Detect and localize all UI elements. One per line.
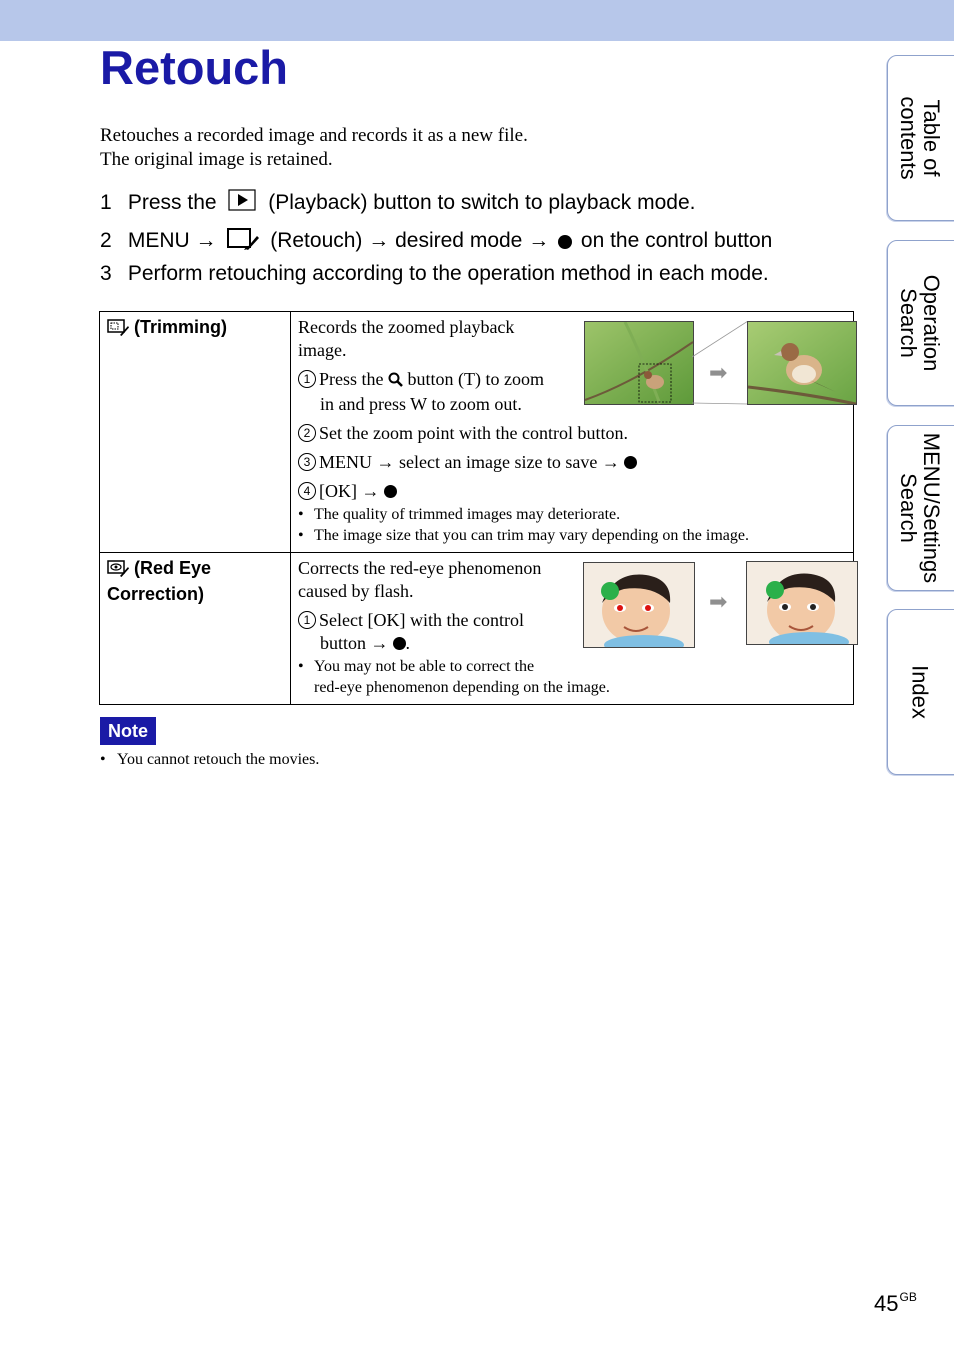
instruction-text: . — [405, 633, 411, 653]
mode-name: (Red Eye — [134, 558, 212, 578]
instruction-text: MENU → select an image size to save → — [319, 452, 620, 472]
tab-operation-search[interactable] — [887, 240, 954, 406]
zoom-icon — [388, 370, 403, 393]
step-number: 1 — [100, 191, 112, 215]
table-row — [100, 312, 854, 553]
instruction-1 — [298, 368, 563, 393]
child-image-after — [746, 561, 858, 645]
step-circle: 1 — [298, 370, 316, 388]
control-button-dot-icon — [558, 235, 572, 249]
red-eye-icon — [107, 559, 129, 583]
playback-icon — [228, 189, 256, 218]
instruction-1-cont — [298, 632, 568, 655]
step-text: (Retouch) — [270, 229, 363, 253]
step-text: Perform retouching according to the operation method in each mode. — [127, 262, 769, 285]
control-button-dot-icon — [393, 637, 406, 650]
modes-table — [99, 311, 854, 705]
instruction-1 — [298, 609, 568, 632]
control-button-dot-icon — [624, 456, 637, 469]
mode-name: Correction) — [107, 584, 205, 604]
mode-description-cell — [291, 312, 854, 553]
step-text: on the control button — [580, 229, 773, 253]
step-circle: 1 — [298, 611, 316, 629]
step-number: 2 — [100, 229, 112, 253]
step-number: 3 — [100, 262, 112, 285]
tab-label: Table of contents — [896, 96, 944, 180]
tab-label: Operation Search — [896, 274, 944, 372]
instruction-4 — [298, 480, 847, 503]
step-circle: 4 — [298, 482, 316, 500]
page-title: Retouch — [100, 41, 288, 94]
instruction-text: button → — [320, 633, 389, 653]
page-number — [874, 1290, 917, 1317]
mode-name-cell — [100, 312, 291, 553]
instruction-1-cont: in and press W to zoom out. — [320, 394, 522, 414]
step-1 — [100, 189, 695, 218]
intro-text — [100, 124, 528, 172]
step-text: (Playback) button to switch to playback mode. — [268, 191, 696, 215]
intro-line-2: The original image is retained. — [100, 149, 333, 170]
arrow-icon: → — [528, 229, 550, 253]
step-text: desired mode — [395, 229, 523, 253]
note-bullet: • You may not be able to correct the — [298, 656, 568, 677]
instruction-text: button (T) to zoom — [407, 369, 544, 389]
step-3 — [100, 261, 769, 287]
instruction-text: [OK] → — [319, 481, 380, 501]
mode-name-cell — [100, 553, 291, 705]
note-text: • You cannot retouch the movies. — [100, 749, 319, 770]
trimming-icon — [107, 318, 129, 342]
instruction-text: Set the zoom point with the control button. — [319, 423, 628, 443]
instruction-3 — [298, 451, 847, 474]
bird-image-before — [584, 321, 694, 405]
tab-table-of-contents[interactable] — [887, 55, 954, 221]
note-bullet-cont: red-eye phenomenon depending on the image. — [314, 679, 610, 696]
retouch-icon — [226, 225, 260, 258]
tab-menu-settings-search[interactable] — [887, 425, 954, 591]
instruction-text: Select [OK] with the control — [319, 610, 524, 630]
step-text: MENU — [127, 229, 190, 253]
mode-description-cell — [291, 553, 854, 705]
arrow-icon: ➡ — [709, 590, 728, 615]
bird-image-after — [747, 321, 857, 405]
step-2 — [100, 225, 772, 258]
page-number-suffix: GB — [899, 1290, 917, 1304]
tab-label: MENU/Settings Search — [896, 432, 944, 584]
mode-name: (Trimming) — [134, 317, 228, 337]
mode-description: Corrects the red-eye phenomenon caused by flash. — [298, 558, 542, 601]
step-circle: 2 — [298, 424, 316, 442]
tab-index[interactable] — [887, 609, 954, 775]
arrow-icon: → — [368, 229, 390, 253]
note-bullet: • The image size that you can trim may vary depending on the image. — [298, 525, 847, 546]
intro-line-1: Retouches a recorded image and records it as a new file. — [100, 125, 528, 146]
mode-description: Records the zoomed playback image. — [298, 317, 515, 360]
instruction-text: Press the — [319, 369, 384, 389]
table-row — [100, 553, 854, 705]
control-button-dot-icon — [384, 485, 397, 498]
header-bar — [0, 0, 954, 41]
step-circle: 3 — [298, 453, 316, 471]
instruction-2 — [298, 422, 847, 445]
child-image-before — [583, 562, 695, 648]
tab-label: Index — [907, 665, 933, 719]
note-badge: Note — [100, 717, 156, 745]
note-bullet: • The quality of trimmed images may deteriorate. — [298, 504, 847, 525]
arrow-icon: → — [195, 229, 217, 253]
step-text: Press the — [127, 191, 217, 215]
page-number-value: 45 — [874, 1291, 899, 1316]
arrow-icon: ➡ — [709, 361, 728, 386]
